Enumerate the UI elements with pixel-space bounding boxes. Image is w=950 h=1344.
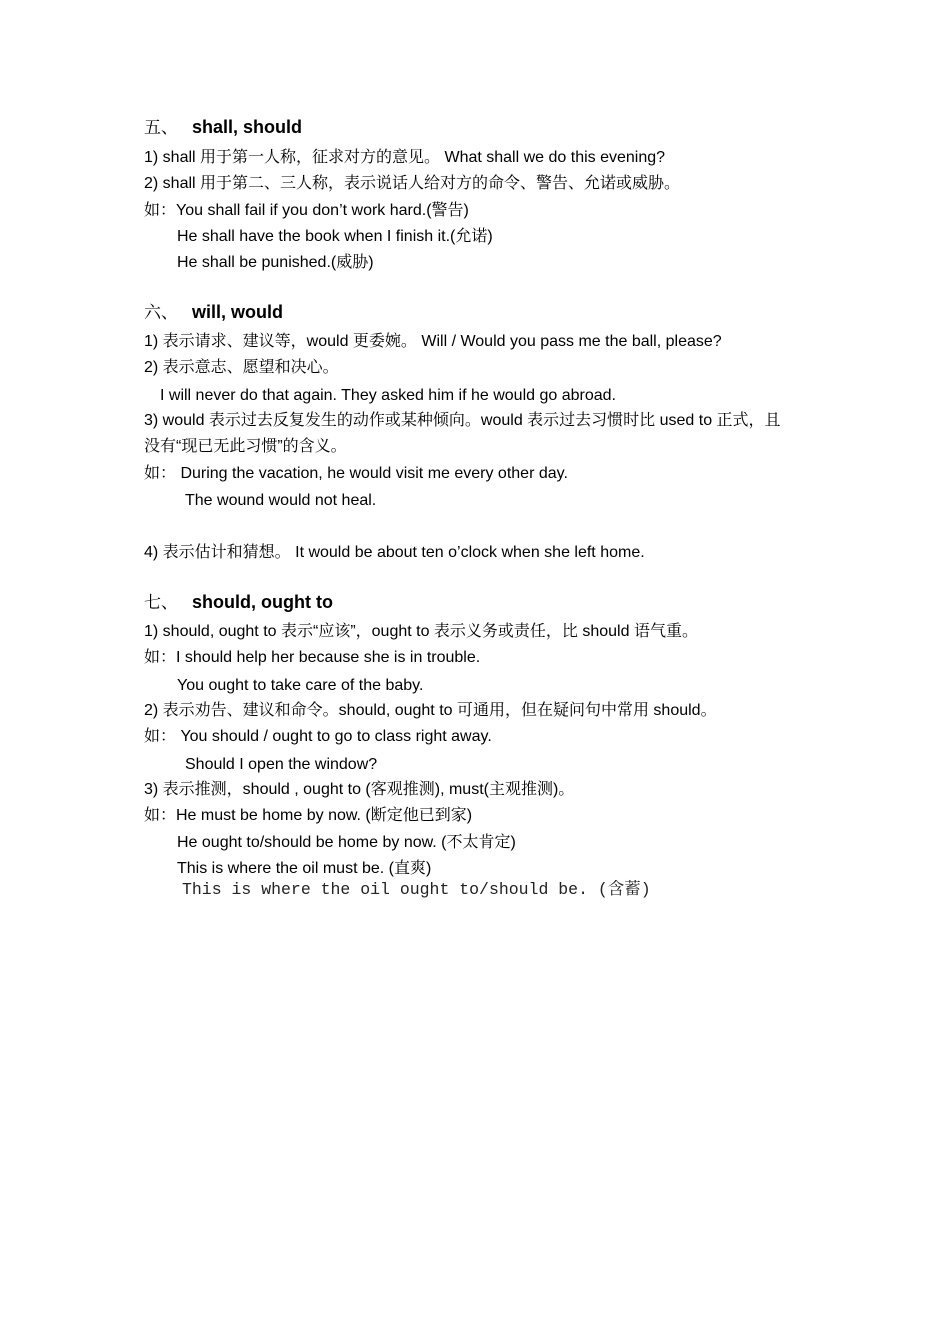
text-line: He ought to/should be home by now. (不太肯定)	[177, 834, 516, 851]
text-line: 如：You shall fail if you don’t work hard.(警告)	[144, 202, 469, 219]
text-line: This is where the oil must be. (直爽)	[177, 860, 432, 877]
text-line-monospace: This is where the oil ought to/should be. (含蓄)	[182, 880, 651, 899]
text-line: I will never do that again. They asked him if he would go abroad.	[160, 387, 616, 404]
text-line: 2) 表示劝告、建议和命令。should, ought to 可通用，但在疑问句中常用 should。	[144, 702, 717, 719]
section-heading-shall-should	[144, 117, 302, 138]
section-heading-will-would	[144, 302, 283, 323]
text-line: 3) would 表示过去反复发生的动作或某种倾向。would 表示过去习惯时比 used to 正式，且	[144, 412, 781, 429]
text-line: Should I open the window?	[185, 756, 378, 773]
text-line: 如：He must be home by now. (断定他已到家)	[144, 807, 473, 824]
section-heading-should-ought-to	[144, 592, 333, 613]
text-line: He shall be punished.(威胁)	[177, 254, 374, 271]
text-line: 3) 表示推测，should , ought to (客观推测), must(主观推测)。	[144, 781, 575, 798]
text-line: The wound would not heal.	[185, 492, 377, 509]
section-title: shall, should	[192, 117, 303, 137]
section-title: will, would	[192, 302, 283, 322]
text-line: 如： During the vacation, he would visit me every other day.	[144, 465, 568, 482]
section-number: 六、	[144, 303, 178, 323]
text-line: 如：I should help her because she is in trouble.	[144, 649, 481, 666]
section-number: 五、	[144, 118, 178, 138]
text-line: He shall have the book when I finish it.(允诺)	[177, 228, 493, 245]
section-title: should, ought to	[192, 592, 333, 612]
text-line: 如： You should / ought to go to class right away.	[144, 728, 492, 745]
text-line: 1) 表示请求、建议等，would 更委婉。 Will / Would you pass me the ball, please?	[144, 333, 722, 350]
text-line: 4) 表示估计和猜想。 It would be about ten o’clock when she left home.	[144, 544, 645, 561]
section-number: 七、	[144, 593, 178, 613]
text-line: 没有“现已无此习惯”的含义。	[144, 438, 347, 455]
text-line: 1) shall 用于第一人称，征求对方的意见。 What shall we do this evening?	[144, 149, 666, 166]
text-line: 2) 表示意志、愿望和决心。	[144, 359, 339, 376]
text-line: You ought to take care of the baby.	[177, 677, 424, 694]
text-line: 1) should, ought to 表示“应该”，ought to 表示义务或责任，比 should 语气重。	[144, 623, 698, 640]
text-line: 2) shall 用于第二、三人称，表示说话人给对方的命令、警告、允诺或威胁。	[144, 175, 681, 192]
